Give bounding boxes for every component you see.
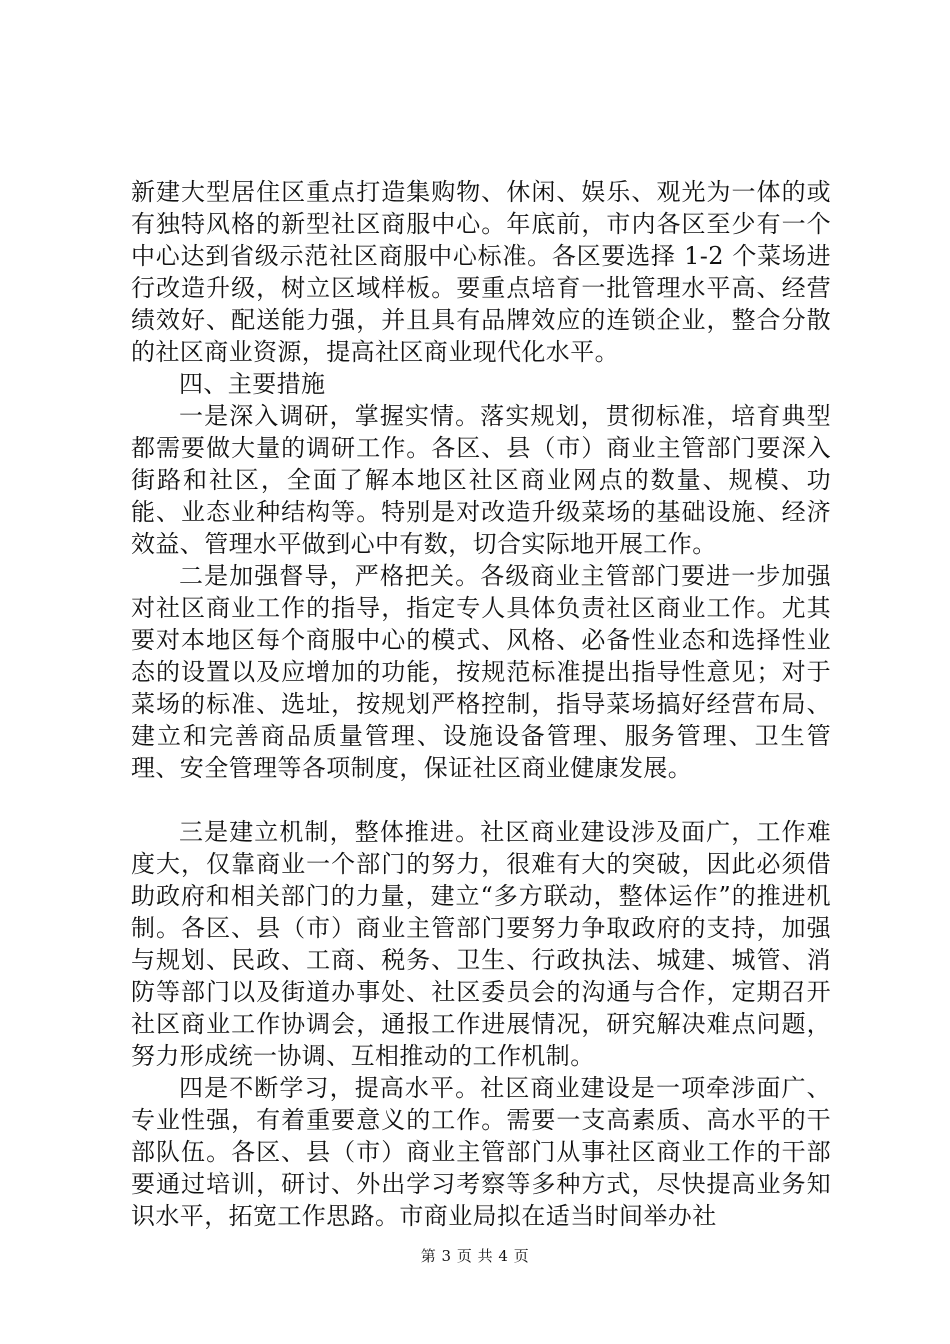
paragraph-continuation: 新建大型居住区重点打造集购物、休闲、娱乐、观光为一体的或有独特风格的新型社区商服中心。年底前，市内各区至少有一个中心达到省级示范社区商服中心标准。各区要选择 1-2 个菜场进行改造升级，树立区域样板。要重点培育一批管理水平高、经营绩效好、配送能力强，并且具有品牌效应的连锁企业，整合分散的社区商业资源，提高社区商业现代化水平。 xyxy=(131,178,831,366)
paragraph-measure-1: 一是深入调研，掌握实情。落实规划，贯彻标准，培育典型都需要做大量的调研工作。各区、县（市）商业主管部门要深入街路和社区，全面了解本地区社区商业网点的数量、规模、功能、业态业种结构等。特别是对改造升级菜场的基础设施、经济效益、管理水平做到心中有数，切合实际地开展工作。 xyxy=(131,402,831,558)
paragraph-measure-2: 二是加强督导，严格把关。各级商业主管部门要进一步加强对社区商业工作的指导，指定专人具体负责社区商业工作。尤其要对本地区每个商服中心的模式、风格、必备性业态和选择性业态的设置以及应增加的功能，按规范标准提出指导性意见；对于菜场的标准、选址，按规划严格控制，指导菜场搞好经营布局、建立和完善商品质量管理、设施设备管理、服务管理、卫生管理、安全管理等各项制度，保证社区商业健康发展。 xyxy=(131,562,831,782)
paragraph-measure-4: 四是不断学习，提高水平。社区商业建设是一项牵涉面广、专业性强，有着重要意义的工作。需要一支高素质、高水平的干部队伍。各区、县（市）商业主管部门从事社区商业工作的干部要通过培训，研讨、外出学习考察等多种方式，尽快提高业务知识水平，拓宽工作思路。市商业局拟在适当时间举办社 xyxy=(131,1074,831,1230)
page-footer xyxy=(0,1246,950,1266)
page-number: 第 3 页 共 4 页 xyxy=(420,1247,530,1265)
paragraph-spacer xyxy=(131,784,831,816)
document-body xyxy=(131,176,831,1232)
paragraph-measure-3: 三是建立机制，整体推进。社区商业建设涉及面广，工作难度大，仅靠商业一个部门的努力，很难有大的突破，因此必须借助政府和相关部门的力量，建立“多方联动，整体运作”的推进机制。各区、县（市）商业主管部门要努力争取政府的支持，加强与规划、民政、工商、税务、卫生、行政执法、城建、城管、消防等部门以及街道办事处、社区委员会的沟通与合作，定期召开社区商业工作协调会，通报工作进展情况，研究解决难点问题，努力形成统一协调、互相推动的工作机制。 xyxy=(131,818,831,1070)
section-heading-main-measures: 四、主要措施 xyxy=(179,370,326,398)
